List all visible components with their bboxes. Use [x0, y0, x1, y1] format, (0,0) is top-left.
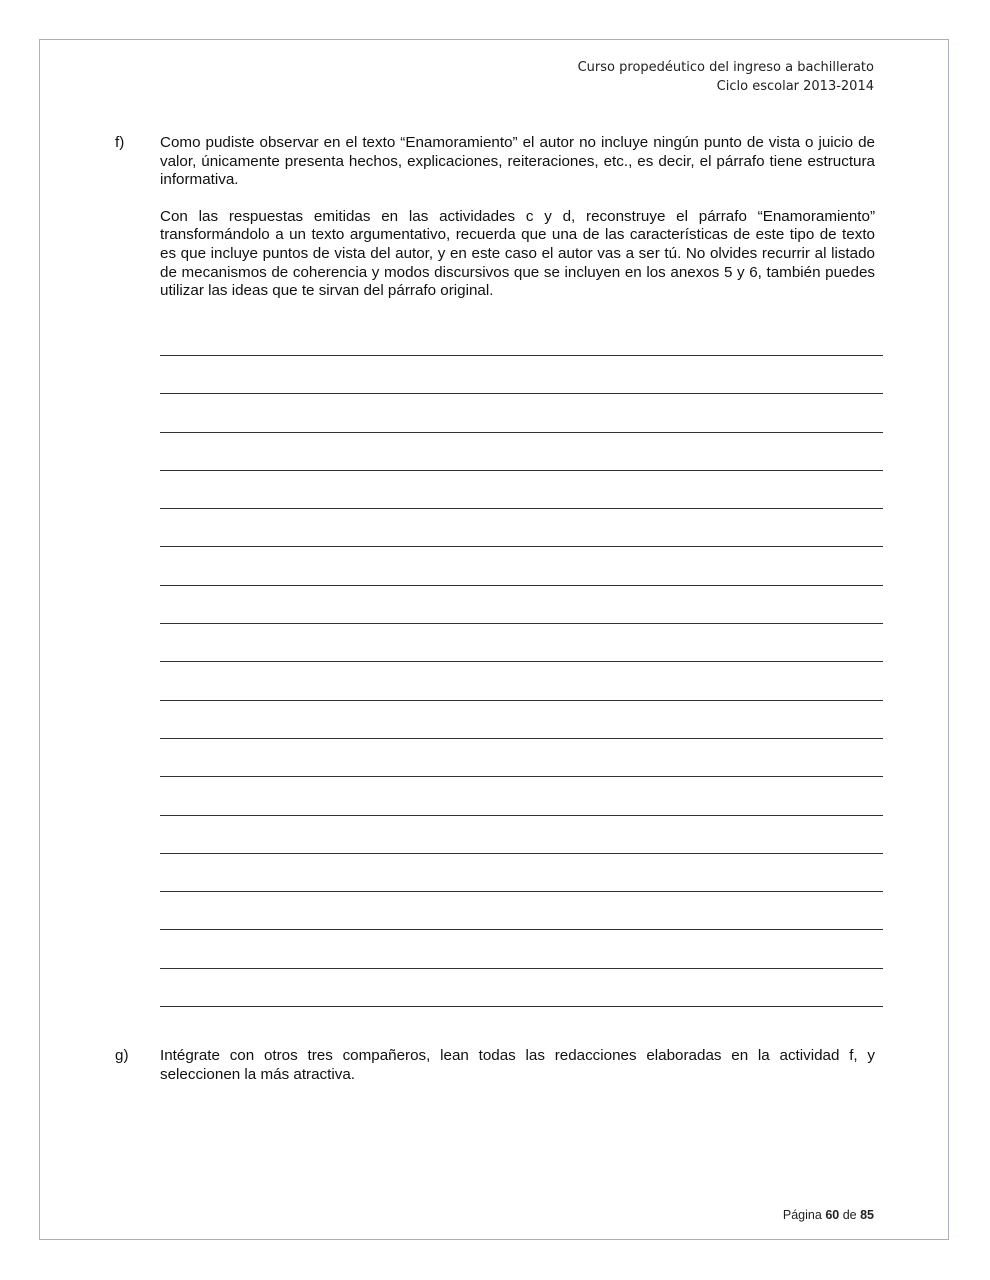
activity-g-letter: g) — [115, 1047, 129, 1064]
activity-g-paragraph-1: Intégrate con otros tres compañeros, lean todas las redacciones elaboradas en la actividad f, y seleccionen la más atractiva. — [160, 1047, 875, 1083]
answer-line[interactable] — [160, 815, 883, 816]
answer-line[interactable] — [160, 891, 883, 892]
answer-line[interactable] — [160, 700, 883, 701]
activity-f-paragraph-1: Como pudiste observar en el texto “Enamoramiento” el autor no incluye ningún punto de vista o juicio de valor, únicamente presenta hechos, explicaciones, reiteraciones, etc., es decir, el párrafo tiene estructura informativa. — [160, 134, 875, 189]
page-footer — [783, 1208, 874, 1222]
answer-line[interactable] — [160, 585, 883, 586]
answer-line[interactable] — [160, 1006, 883, 1007]
activity-f-letter: f) — [115, 134, 125, 151]
answer-line[interactable] — [160, 776, 883, 777]
answer-line[interactable] — [160, 661, 883, 662]
activity-f-body — [160, 134, 875, 301]
answer-line[interactable] — [160, 393, 883, 394]
answer-line[interactable] — [160, 623, 883, 624]
answer-line[interactable] — [160, 355, 883, 356]
activity-g-body — [160, 1047, 875, 1084]
header-course-title: Curso propedéutico del ingreso a bachillerato — [577, 60, 874, 75]
footer-total-pages: 85 — [860, 1208, 874, 1222]
answer-line[interactable] — [160, 470, 883, 471]
footer-page-word: Página — [782, 1208, 822, 1222]
answer-line[interactable] — [160, 738, 883, 739]
header-school-year: Ciclo escolar 2013-2014 — [716, 79, 874, 94]
activity-f-paragraph-2: Con las respuestas emitidas en las actividades c y d, reconstruye el párrafo “Enamoramiento” transformándolo a un texto argumentativo, recuerda que una de las características de este tipo de texto es que incluye puntos de vista del autor, y en este caso el autor vas a ser tú. No olvides recurrir al listado de mecanismos de coherencia y modos discursivos que se incluyen en los anexos 5 y 6, también puedes utilizar las ideas que te sirvan del párrafo original. — [160, 207, 875, 300]
activity-f — [115, 134, 875, 301]
activity-g — [115, 1047, 875, 1084]
page-header — [578, 58, 874, 96]
answer-line[interactable] — [160, 432, 883, 433]
footer-page-number: 60 — [825, 1208, 840, 1222]
answer-writing-area[interactable] — [160, 355, 883, 1007]
footer-of-word: de — [842, 1208, 857, 1222]
answer-line[interactable] — [160, 968, 883, 969]
answer-line[interactable] — [160, 508, 883, 509]
answer-line[interactable] — [160, 546, 883, 547]
answer-line[interactable] — [160, 929, 883, 930]
answer-line[interactable] — [160, 853, 883, 854]
